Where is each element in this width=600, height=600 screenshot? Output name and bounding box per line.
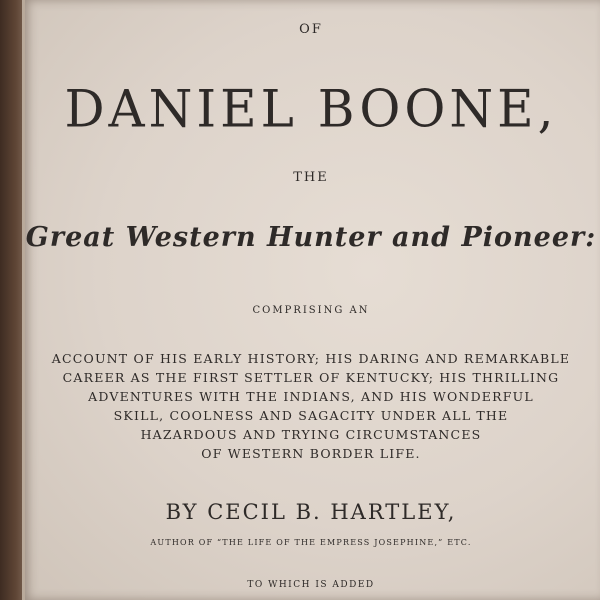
the-line: THE xyxy=(293,170,329,185)
description-line: HAZARDOUS AND TRYING CIRCUMSTANCES xyxy=(140,427,482,442)
byline: BY CECIL B. HARTLEY, xyxy=(165,500,457,524)
description-line: ACCOUNT OF HIS EARLY HISTORY; HIS DARING AND REMARKABLE xyxy=(51,351,571,366)
subtitle: Great Western Hunter and Pioneer: xyxy=(25,222,597,253)
author-note: AUTHOR OF “THE LIFE OF THE EMPRESS JOSEPHINE,” ETC. xyxy=(150,538,472,547)
description-line: SKILL, COOLNESS AND SAGACITY UNDER ALL THE xyxy=(113,408,509,423)
comprising-line: COMPRISING AN xyxy=(252,305,370,316)
description-line: ADVENTURES WITH THE INDIANS, AND HIS WONDERFUL xyxy=(88,389,534,404)
of-line: OF xyxy=(299,22,323,37)
description-line: OF WESTERN BORDER LIFE. xyxy=(201,446,421,461)
description-block xyxy=(22,349,600,463)
added-line: TO WHICH IS ADDED xyxy=(247,580,375,590)
description-line: CAREER AS THE FIRST SETTLER OF KENTUCKY; HIS THRILLING xyxy=(62,370,560,385)
subject-name: DANIEL BOONE, xyxy=(64,79,558,139)
